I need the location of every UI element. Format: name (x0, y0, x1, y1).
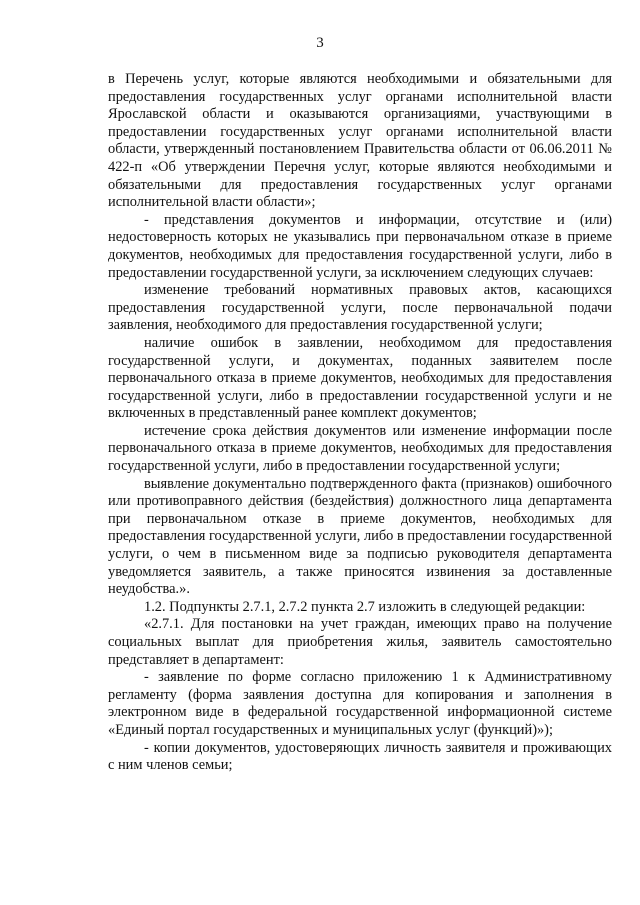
paragraph-10: - копии документов, удостоверяющих личность заявителя и проживающих с ним членов семьи; (108, 739, 612, 774)
paragraph-3: изменение требований нормативных правовых актов, касающихся предоставления государственной услуги, после первоначальной подачи заявления, необходимого для предоставления государственной услуги; (108, 282, 612, 334)
paragraph-5: истечение срока действия документов или изменение информации после первоначального отказа в приеме документов, необходимых для предоставления государственной услуги, либо в предоставлении государственной услуги; (108, 422, 612, 475)
page-number: 3 (316, 35, 324, 51)
document-body (108, 71, 612, 775)
paragraph-1: в Перечень услуг, которые являются необходимыми и обязательными для предоставления государственных услуг органами исполнительной власти Ярославской области и оказываются организациями, участвующими в предоставлении государственных услуг органами исполнительной власти области, утвержденный постановлением Правительства области от 06.06.2011 № 422-п «Об утверждении Перечня услуг, которые являются необходимыми и обязательными для предоставления государственных услуг органами исполнительной власти области»; (108, 71, 612, 211)
paragraph-4: наличие ошибок в заявлении, необходимом для предоставления государственной услуги, и документах, поданных заявителем после первоначального отказа в приеме документов, необходимых для предоставления государственной услуги, либо в предоставлении государственной услуги и не включенных в представленный ранее комплект документов; (108, 334, 612, 422)
paragraph-2: - представления документов и информации, отсутствие и (или) недостоверность которых не указывались при первоначальном отказе в приеме документов, необходимых для предоставления государственной услуги, либо в предоставлении государственной услуги, за исключением следующих случаев: (108, 211, 612, 281)
paragraph-6: выявление документально подтвержденного факта (признаков) ошибочного или противоправного действия (бездействия) должностного лица департамента при первоначальном отказе в приеме документов, необходимых для предоставления государственной услуги, либо в предоставлении государственной услуги, о чем в письменном виде за подписью руководителя департамента уведомляется заявитель, а также приносятся извинения за доставленные неудобства.». (108, 475, 612, 598)
paragraph-8: «2.7.1. Для постановки на учет граждан, имеющих право на получение социальных выплат для приобретения жилья, заявитель самостоятельно представляет в департамент: (108, 616, 612, 668)
paragraph-9: - заявление по форме согласно приложению 1 к Административному регламенту (форма заявления доступна для копирования и заполнения в электронном виде в федеральной государственной информационной системе «Единый портал государственных и муниципальных услуг (функций)»); (108, 669, 612, 738)
paragraph-7: 1.2. Подпункты 2.7.1, 2.7.2 пункта 2.7 изложить в следующей редакции: (144, 598, 586, 615)
